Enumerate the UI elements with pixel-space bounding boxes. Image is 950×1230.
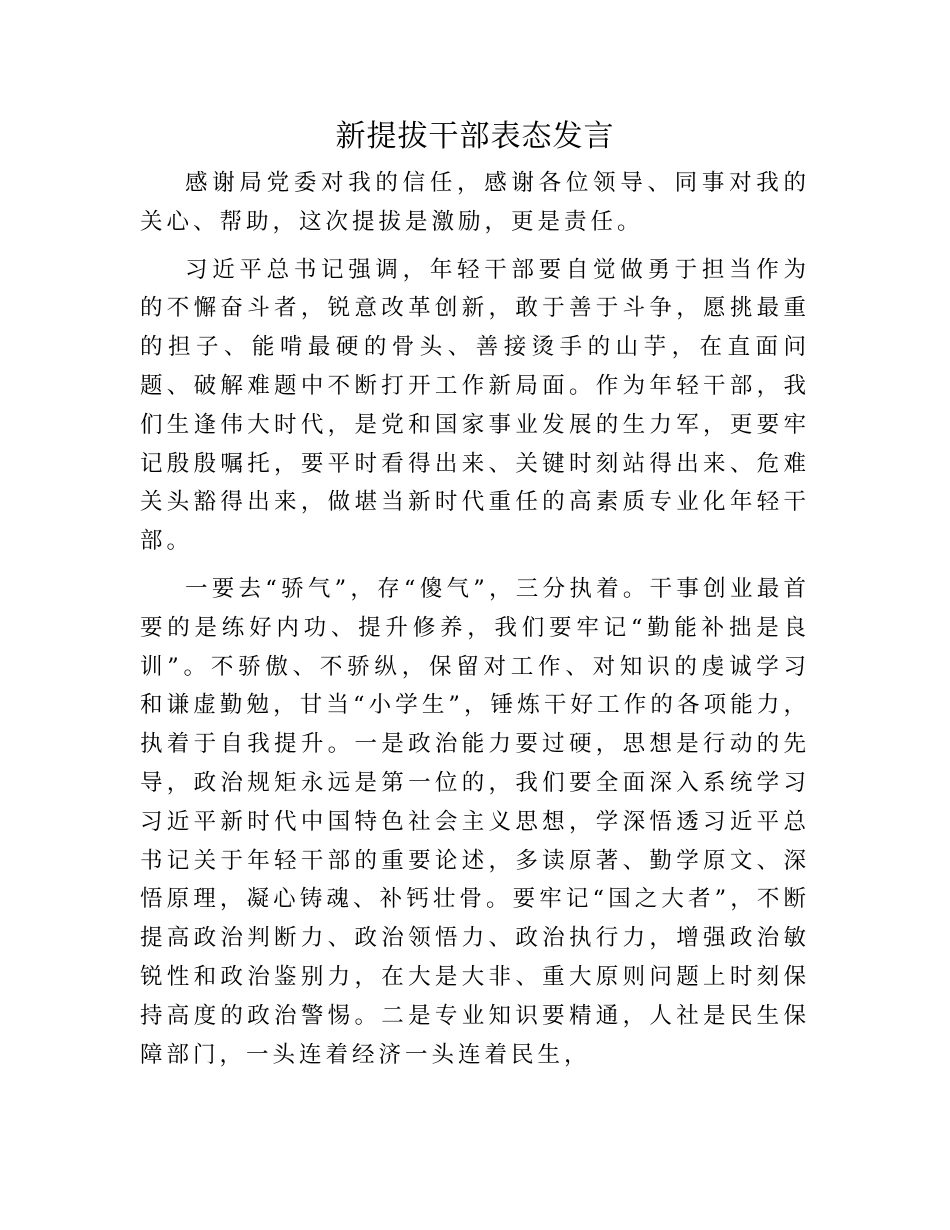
document-title: 新提拔干部表态发言: [335, 119, 615, 154]
document-page: [140, 110, 810, 1083]
paragraph-2: 习近平总书记强调，年轻干部要自觉做勇于担当作为的不懈奋斗者，锐意改革创新，敢于善于斗争，愿挑最重的担子、能啃最硬的骨头、善接烫手的山芋，在直面问题、破解难题中不断打开工作新局面。作为年轻干部，我们生逢伟大时代，是党和国家事业发展的生力军，更要牢记殷殷嘱托，要平时看得出来、关键时刻站得出来、危难关头豁得出来，做堪当新时代重任的高素质专业化年轻干部。: [140, 256, 810, 555]
paragraph-1: 感谢局党委对我的信任，感谢各位领导、同事对我的关心、帮助，这次提拔是激励，更是责任。: [140, 170, 810, 235]
paragraph-3: 一要去“骄气”，存“傻气”，三分执着。干事创业最首要的是练好内功、提升修养，我们要牢记“勤能补拙是良训”。不骄傲、不骄纵，保留对工作、对知识的虔诚学习和谦虚勤勉，甘当“小学生”，锤炼干好工作的各项能力，执着于自我提升。一是政治能力要过硬，思想是行动的先导，政治规矩永远是第一位的，我们要全面深入系统学习习近平新时代中国特色社会主义思想，学深悟透习近平总书记关于年轻干部的重要论述，多读原著、勤学原文、深悟原理，凝心铸魂、补钙壮骨。要牢记“国之大者”，不断提高政治判断力、政治领悟力、政治执行力，增强政治敏锐性和政治鉴别力，在大是大非、重大原则问题上时刻保持高度的政治警惕。二是专业知识要精通，人社是民生保障部门，一头连着经济一头连着民生，: [140, 575, 810, 1068]
